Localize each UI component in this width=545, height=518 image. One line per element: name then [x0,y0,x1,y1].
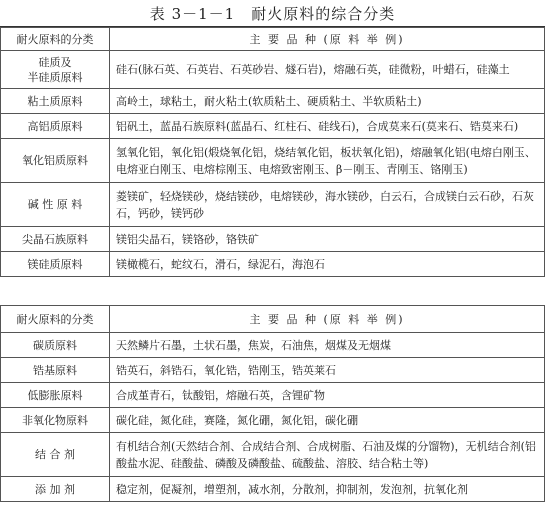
row-category: 添 加 剂 [1,477,110,502]
table-row [1,139,545,183]
row-category: 高铝质原料 [1,114,110,139]
header-main: 主 要 品 种 (原 料 举 例) [110,28,545,51]
table-header-row [1,306,545,333]
row-main: 硅石(脉石英、石英岩、石英砂岩、燧石岩)，熔融石英，硅微粉，叶蜡石，硅藻土 [110,51,545,89]
row-main: 锆英石，斜锆石，氧化锆，锆刚玉，锆英莱石 [110,358,545,383]
table-row [1,358,545,383]
table-row [1,114,545,139]
table-row [1,183,545,227]
row-category: 碳质原料 [1,333,110,358]
table-row [1,333,545,358]
table-row [1,51,545,89]
row-main: 有机结合剂(天然结合剂、合成结合剂、合成树脂、石油及煤的分馏物)，无机结合剂(铝酸盐水泥、硅酸盐、磷酸及磷酸盐、硫酸盐、溶胶、结合粘土等) [110,433,545,477]
row-category: 氧化铝质原料 [1,139,110,183]
row-category: 尖晶石族原料 [1,227,110,252]
row-main: 天然鳞片石墨，土状石墨，焦炭，石油焦，烟煤及无烟煤 [110,333,545,358]
row-main: 镁橄榄石，蛇纹石，滑石，绿泥石，海泡石 [110,252,545,277]
table-row [1,252,545,277]
table-row [1,383,545,408]
row-main: 氢氧化铝，氧化铝(煅烧氧化铝，烧结氧化铝，板状氧化铝)，熔融氧化铝(电熔白刚玉、电熔亚白刚玉、电熔棕刚玉、电熔致密刚玉、β－刚玉、青刚玉、铬刚玉) [110,139,545,183]
table-title: 表 3－1－1 耐火原料的综合分类 [149,5,396,23]
row-main: 合成堇青石，钛酸铝，熔融石英，含锂矿物 [110,383,545,408]
row-main: 菱镁矿，轻烧镁砂，烧结镁砂，电熔镁砂，海水镁砂，白云石，合成镁白云石砂，石灰石，钙砂，镁钙砂 [110,183,545,227]
header-category: 耐火原料的分类 [1,28,110,51]
header-main: 主 要 品 种 (原 料 举 例) [110,306,545,333]
table-header-row [1,28,545,51]
row-category: 低膨胀原料 [1,383,110,408]
table-row [1,89,545,114]
row-main: 镁铝尖晶石，镁铬砂，铬铁矿 [110,227,545,252]
row-category: 锆基原料 [1,358,110,383]
row-category: 粘土质原料 [1,89,110,114]
row-main: 铝矾土，蓝晶石族原料(蓝晶石、红柱石、硅线石)，合成莫来石(莫来石、锆莫来石) [110,114,545,139]
row-category: 非氧化物原料 [1,408,110,433]
table-row [1,433,545,477]
row-main: 碳化硅，氮化硅，赛隆，氮化硼，氮化铝，碳化硼 [110,408,545,433]
row-category: 硅质及 半硅质原料 [1,51,110,89]
row-main: 高岭土，球粘土，耐火粘土(软质粘土、硬质粘土、半软质粘土) [110,89,545,114]
table-row [1,477,545,502]
row-main: 稳定剂，促凝剂，增塑剂，减水剂，分散剂，抑制剂，发泡剂，抗氧化剂 [110,477,545,502]
classification-table-2 [0,305,545,502]
row-category: 镁硅质原料 [1,252,110,277]
row-category: 碱 性 原 料 [1,183,110,227]
header-category: 耐火原料的分类 [1,306,110,333]
table-row [1,227,545,252]
classification-table-1 [0,27,545,277]
table-row [1,408,545,433]
row-category: 结 合 剂 [1,433,110,477]
